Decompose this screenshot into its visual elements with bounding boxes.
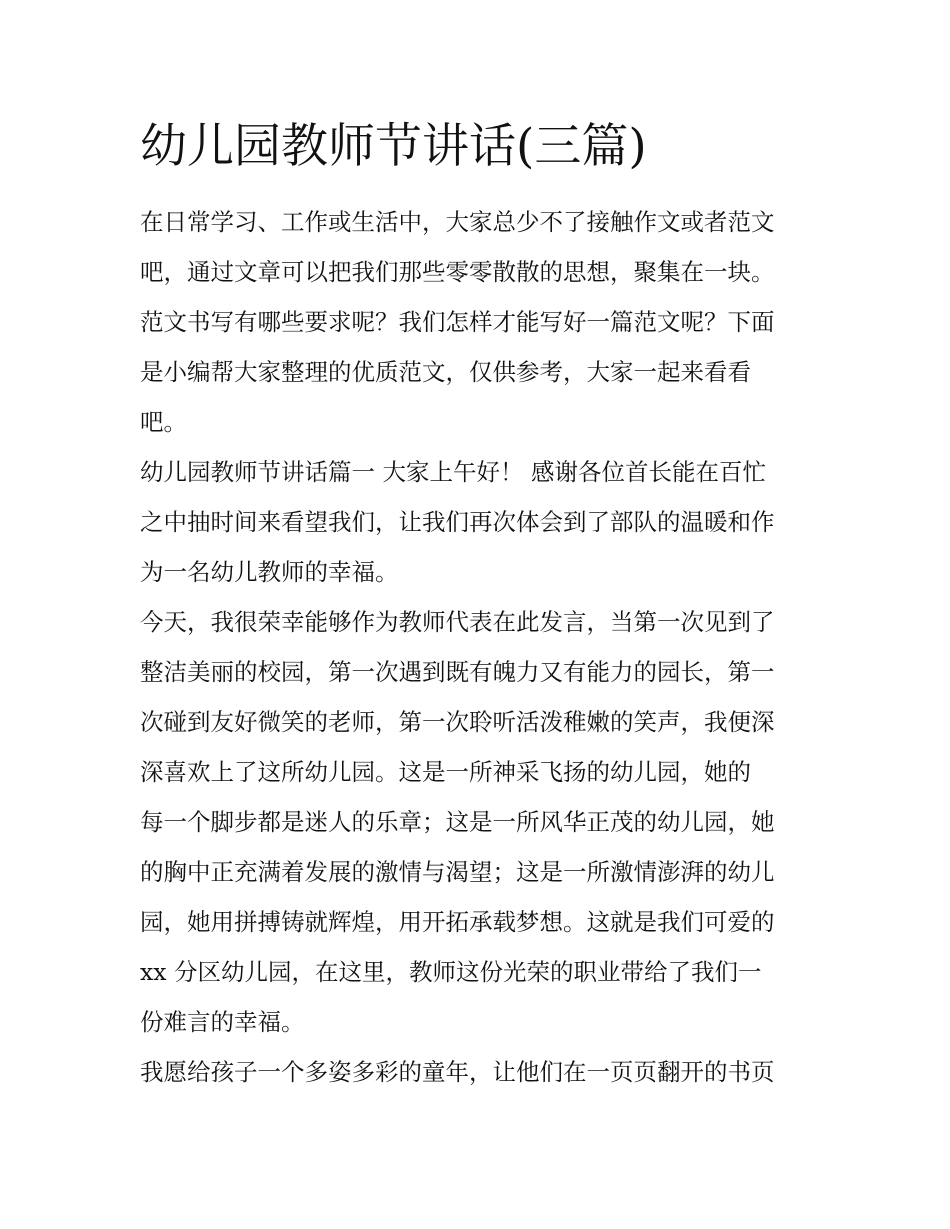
text-line: 次碰到友好微笑的老师，第一次聆听活泼稚嫩的笑声，我便深	[140, 708, 775, 736]
text-line: 的胸中正充满着发展的激情与渴望；这是一所激情澎湃的幼儿	[140, 858, 775, 886]
document-title: 幼儿园教师节讲话(三篇)	[140, 119, 647, 174]
paragraph-speech	[140, 597, 815, 1047]
paragraph-wish	[140, 1047, 815, 1097]
text-line: 在日常学习、工作或生活中，大家总少不了接触作文或者范文	[140, 208, 775, 236]
text-line: 整洁美丽的校园，第一次遇到既有魄力又有能力的园长，第一	[140, 658, 775, 686]
text-line: 范文书写有哪些要求呢？我们怎样才能写好一篇范文呢？下面	[140, 308, 775, 336]
text-line: 园，她用拼搏铸就辉煌，用开拓承载梦想。这就是我们可爱的	[140, 908, 775, 936]
text-line: 是小编帮大家整理的优质范文，仅供参考，大家一起来看看	[140, 358, 751, 386]
text-line: xx 分区幼儿园，在这里，教师这份光荣的职业带给了我们一	[140, 958, 762, 986]
text-line: 份难言的幸福。	[140, 1008, 305, 1036]
paragraph-greeting	[140, 447, 815, 597]
text-line: 为一名幼儿教师的幸福。	[140, 558, 399, 586]
text-line: 今天，我很荣幸能够作为教师代表在此发言，当第一次见到了	[140, 608, 775, 636]
text-line: 吧。	[140, 408, 187, 436]
text-line: 每一个脚步都是迷人的乐章；这是一所风华正茂的幼儿园，她	[140, 808, 775, 836]
paragraph-intro	[140, 197, 815, 447]
document-body	[140, 197, 815, 1097]
text-line: 吧，通过文章可以把我们那些零零散散的思想，聚集在一块。	[140, 258, 775, 286]
text-line: 我愿给孩子一个多姿多彩的童年，让他们在一页页翻开的书页	[140, 1058, 775, 1086]
text-line: 深喜欢上了这所幼儿园。这是一所神采飞扬的幼儿园，她的	[140, 758, 751, 786]
text-line: 幼儿园教师节讲话篇一 大家上午好！ 感谢各位首长能在百忙	[140, 458, 766, 486]
text-line: 之中抽时间来看望我们，让我们再次体会到了部队的温暖和作	[140, 508, 775, 536]
